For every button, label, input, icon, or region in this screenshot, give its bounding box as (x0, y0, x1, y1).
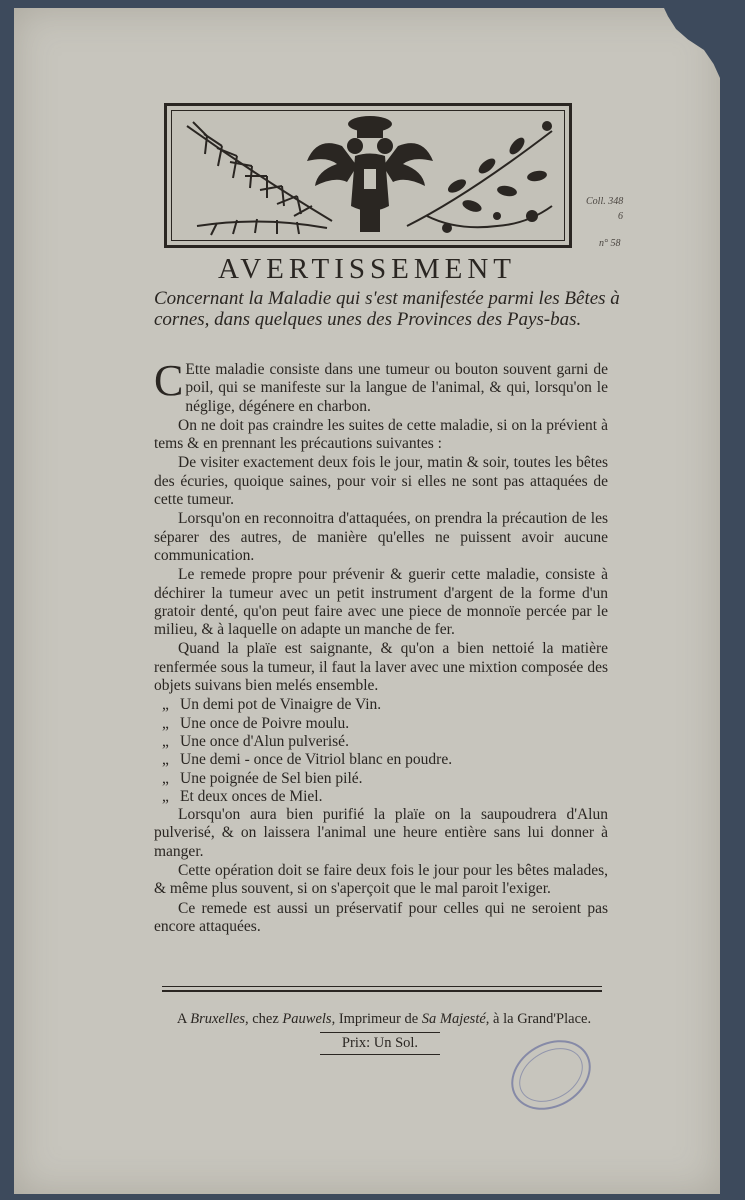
library-stamp-icon (499, 1026, 604, 1123)
quote-mark: „ (162, 714, 169, 732)
recipe-item (154, 733, 608, 751)
paragraph-5: Le remede propre pour prévenir & guerir cette maladie, consiste à déchirer la tumeur avec un petit instrument d'argent de la forme d'un gratoir denté, qu'on peut faire avec une piece de monnoïe percée par le milieu, & à laquelle on adapte un manche de fer. (154, 566, 608, 639)
margin-note-line3: n° 58 (599, 238, 621, 249)
recipe-item (154, 715, 608, 733)
recipe-list (154, 696, 608, 806)
paragraph-9: Ce remede est aussi un préservatif pour celles qui ne seroient pas encore attaquées. (154, 899, 608, 935)
imprint-mid: , chez (244, 1011, 279, 1027)
quote-mark: „ (162, 769, 169, 787)
palm-frond-icon (187, 122, 332, 235)
paragraph-1 (154, 356, 608, 416)
woodcut-ornament (164, 103, 572, 248)
paragraph-4: Lorsqu'on en reconnoitra d'attaquées, on prendra la précaution de les séparer des autres, de manière qu'elles ne puissent avoir aucune communication. (154, 510, 608, 564)
eagle-crest-icon (167, 106, 569, 245)
recipe-item-text: Une once d'Alun pulverisé. (180, 732, 349, 750)
recipe-item-text: Et deux onces de Miel. (180, 787, 323, 805)
recipe-item (154, 696, 608, 714)
drop-cap: C (154, 356, 184, 405)
quote-mark: „ (162, 696, 169, 714)
paragraph-1-text: Ette maladie consiste dans une tumeur ou bouton souvent garni de poil, qui se manifeste sur la langue de l'animal, & qui, lorsqu'on le néglige, dégénere en charbon. (185, 361, 608, 415)
quote-mark: „ (162, 751, 169, 769)
recipe-item (154, 751, 608, 769)
document-body (154, 356, 608, 937)
paragraph-2: On ne doit pas craindre les suites de cette maladie, si on la prévient à tems & en prennant les précautions suivantes : (154, 416, 608, 453)
imprint-printer: Pauwels (282, 1011, 332, 1027)
paragraph-3: De visiter exactement deux fois le jour, matin & soir, toutes les bêtes des écuries, quoique saines, pour voir si elles ne sont pas attaquées de cette tumeur. (154, 454, 608, 509)
paragraph-6: Quand la plaïe est saignante, & qu'on a bien nettoié la matière renfermée sous la tumeur, il faut la laver avec une mixtion composée des objets suivans bien melés ensemble. (154, 640, 608, 695)
margin-note-line1: Coll. 348 (586, 196, 624, 207)
imprint-suffix: , à la Grand'Place. (485, 1011, 592, 1027)
stamp-inner-ring (510, 1037, 593, 1113)
paragraph-7: Lorsqu'on aura bien purifié la plaïe on la saupoudrera d'Alun pulverisé, & on laissera l'animal une heure entière sans lui donner à manger. (154, 806, 608, 860)
recipe-item-text: Une demi - once de Vitriol blanc en poudre. (180, 751, 453, 769)
quote-mark: „ (162, 732, 169, 750)
paragraph-8: Cette opération doit se faire deux fois le jour pour les bêtes malades, & même plus souvent, si on s'aperçoit que le mal paroit l'exiger. (154, 862, 608, 898)
imprint-line (154, 1011, 614, 1028)
document-sheet (14, 8, 720, 1194)
recipe-item-text: Une once de Poivre moulu. (180, 714, 350, 732)
recipe-item (154, 788, 608, 806)
imprint-prefix: A (176, 1011, 187, 1027)
quote-mark: „ (162, 787, 169, 805)
divider-rule-top (162, 986, 602, 987)
recipe-item-text: Un demi pot de Vinaigre de Vin. (180, 696, 382, 714)
imprint-mid2: , Imprimeur de (331, 1011, 419, 1027)
divider-rule-bottom (162, 990, 602, 992)
margin-note-line2: 6 (618, 211, 623, 222)
imprint-majesty: Sa Majesté (421, 1011, 486, 1027)
shield-icon (363, 168, 377, 190)
imprint-city: Bruxelles (190, 1011, 245, 1027)
torn-corner (640, 8, 720, 78)
document-subtitle: Concernant la Maladie qui s'est manifestée parmi les Bêtes à cornes, dans quelques unes des Provinces des Pays-bas. (154, 288, 620, 330)
price-label: Prix: Un Sol. (320, 1032, 440, 1055)
leaves-icon (442, 121, 552, 233)
document-title: AVERTISSEMENT (218, 253, 516, 285)
recipe-item (154, 770, 608, 788)
recipe-item-text: Une poignée de Sel bien pilé. (180, 769, 363, 787)
